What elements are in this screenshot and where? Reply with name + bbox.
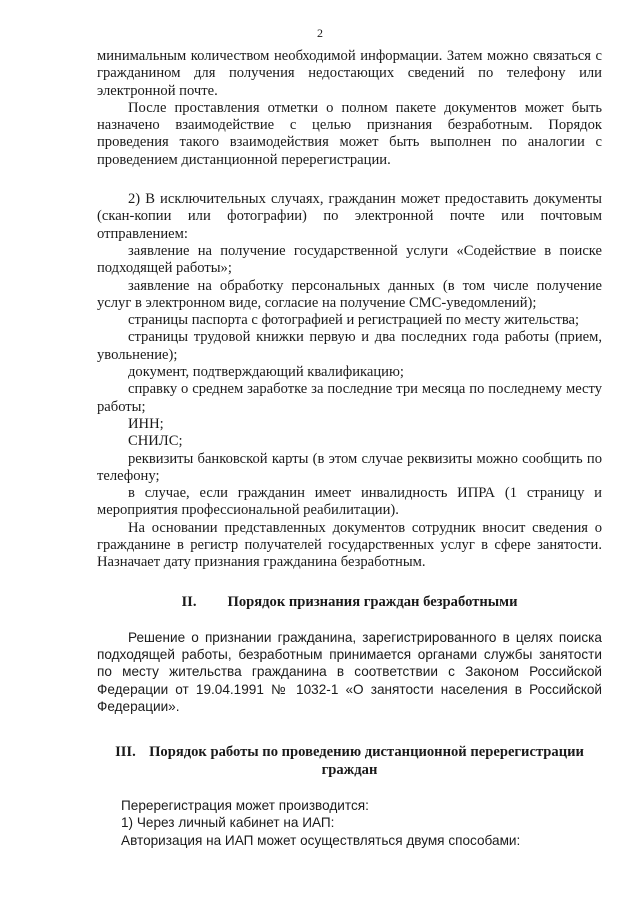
document-list bbox=[97, 243, 602, 520]
list-item: в случае, если гражданин имеет инвалидность ИПРА (1 страницу и мероприятия профессиональной реабилитации). bbox=[97, 485, 602, 519]
paragraph-continuation: минимальным количеством необходимой информации. Затем можно связаться с гражданином для получения недостающих сведений по телефону или электронной почте. bbox=[97, 48, 602, 99]
paragraph-registry: На основании представленных документов сотрудник вносит сведения о гражданине в регистр получателей государственных услуг в сфере занятости. Назначает дату признания гражданина безработным. bbox=[97, 519, 602, 571]
list-item: страницы трудовой книжки первую и два последних года работы (прием, увольнение); bbox=[97, 329, 602, 363]
section-number: II. bbox=[181, 593, 197, 610]
section-title: Порядок работы по проведению дистанционной перерегистрации граждан bbox=[149, 744, 584, 779]
list-item: ИНН; bbox=[128, 415, 164, 432]
list-item: страницы паспорта с фотографией и регистрацией по месту жительства; bbox=[128, 312, 580, 329]
list-item: СНИЛС; bbox=[128, 433, 183, 450]
section-heading-3 bbox=[97, 743, 602, 779]
list-item: реквизиты банковской карты (в этом случае реквизиты можно сообщить по телефону; bbox=[97, 450, 602, 484]
section-number: III. bbox=[115, 744, 136, 761]
list-item: документ, подтверждающий квалификацию; bbox=[128, 364, 404, 381]
section-3-line: Перерегистрация может производится: bbox=[121, 798, 369, 814]
section-3-line: 1) Через личный кабинет на ИАП: bbox=[121, 815, 335, 831]
list-item: справку о среднем заработке за последние три месяца по последнему месту работы; bbox=[97, 381, 602, 415]
paragraph-interaction: После проставления отметки о полном пакете документов может быть назначено взаимодействие с целью признания безработным. Порядок проведения такого взаимодействия может быть выполнен по аналогии с проведением дистанционной перерегистрации. bbox=[97, 99, 602, 168]
page-content bbox=[97, 48, 602, 849]
section-2-text: Решение о признании гражданина, зарегистрированного в целях поиска подходящей работы, безработным принимается органами службы занятости по месту жительства гражданина в соответствии с Законом Российской Федерации от 19.04.1991 № 1032-1 «О занятости населения в Российской Федерации». bbox=[97, 629, 602, 714]
section-title: Порядок признания граждан безработными bbox=[227, 593, 518, 610]
paragraph-exceptional-cases: 2) В исключительных случаях, гражданин может предоставить документы (скан-копии или фотографии) по электронной почте или почтовым отправлением: bbox=[97, 191, 602, 242]
section-heading-2 bbox=[97, 593, 602, 611]
page-number: 2 bbox=[317, 26, 323, 40]
list-item: заявление на получение государственной услуги «Содействие в поиске подходящей работы»; bbox=[97, 242, 602, 277]
list-item: заявление на обработку персональных данных (в том числе получение услуг в электронном виде, согласие на получение СМС-уведомлений); bbox=[97, 277, 602, 311]
section-3-line: Авторизация на ИАП может осуществляться двумя способами: bbox=[121, 832, 521, 848]
